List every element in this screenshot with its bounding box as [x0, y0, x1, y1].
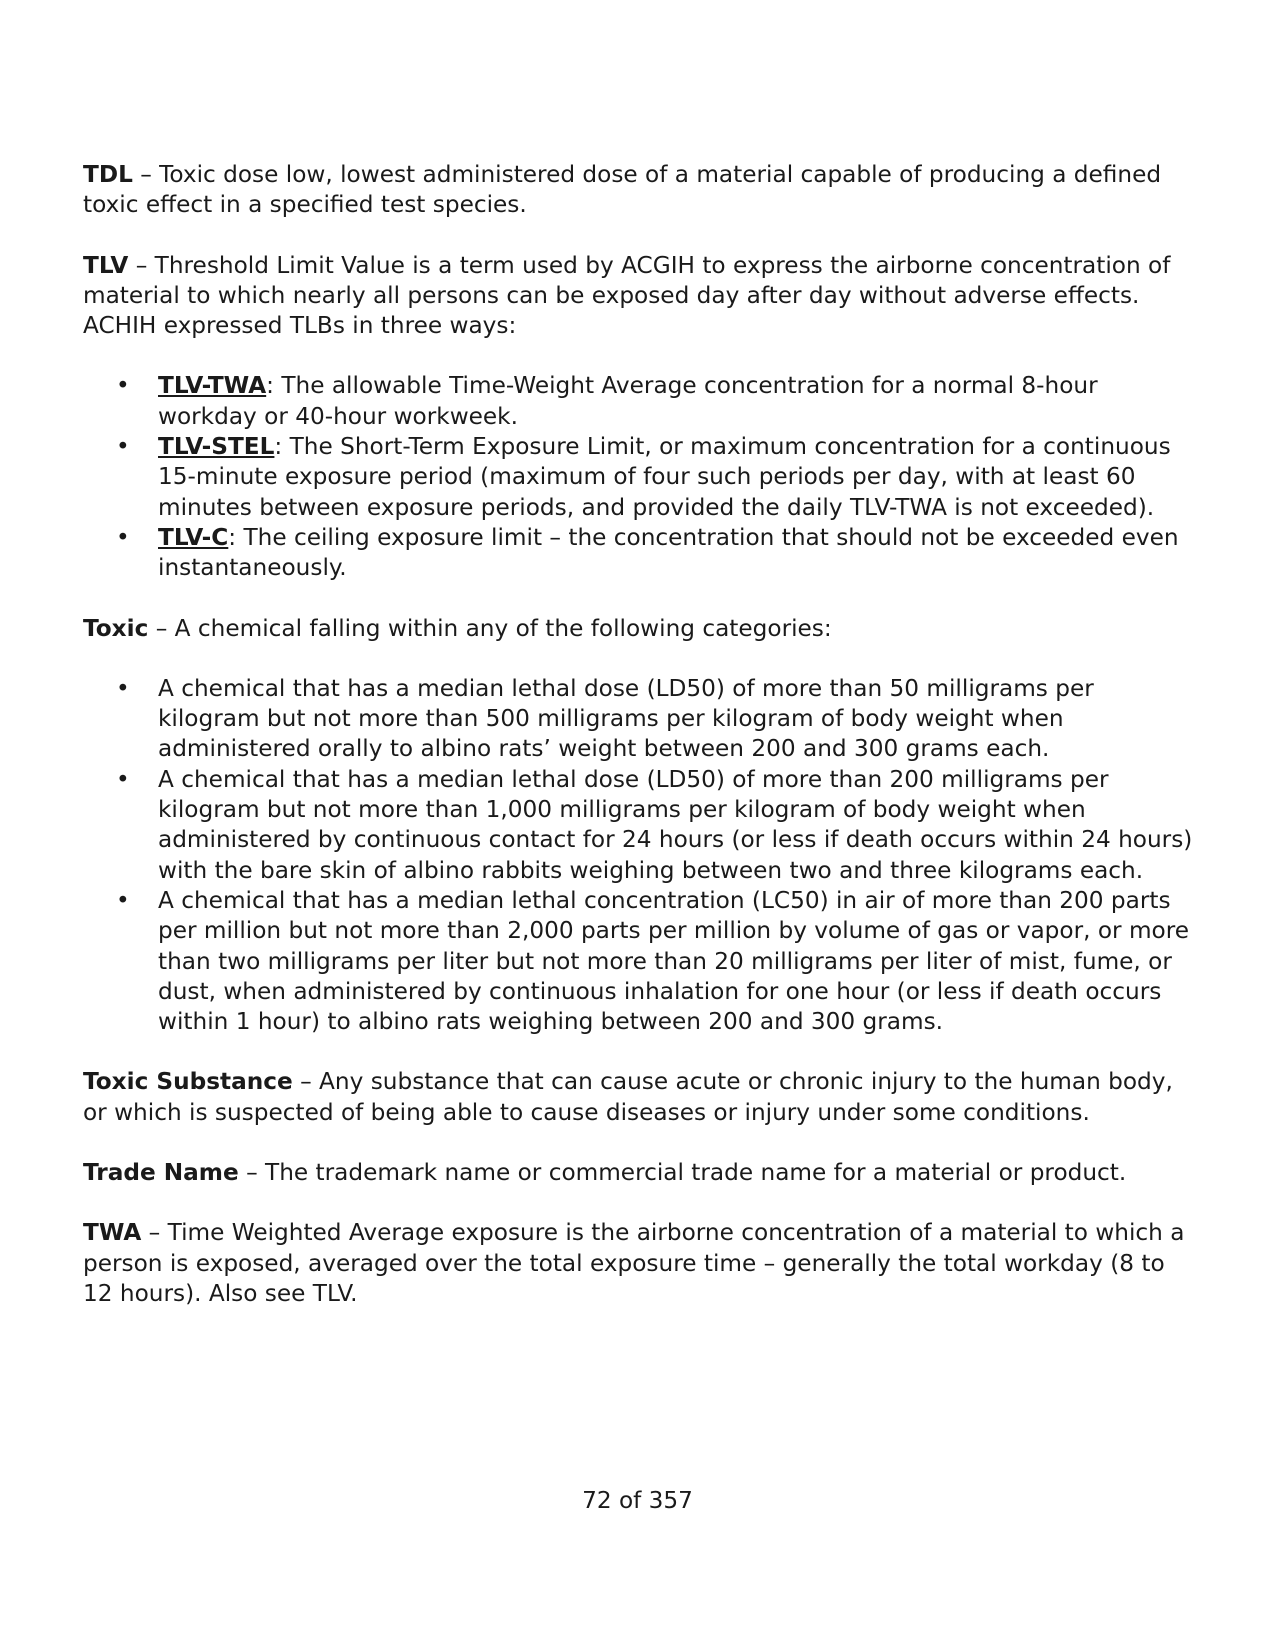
list-item-tlv-c — [83, 523, 1193, 584]
term-trade-name: Trade Name — [83, 1159, 239, 1187]
subterm-tlv-c: TLV-C — [158, 523, 229, 551]
definition-toxic-substance: – Any substance that can cause acute or chronic injury to the human body, or which is suspected of being able to cause diseases or injury under some conditions. — [83, 1068, 1173, 1126]
glossary-entry-toxic — [83, 614, 1193, 644]
list-item-toxic-oral: • A chemical that has a median lethal dose (LD50) of more than 50 milligrams per kilogram but not more than 500 milligrams per kilogram of body weight when administered orally to albino rats’ weight between 200 and 300 grams each. — [83, 674, 1193, 765]
term-toxic: Toxic — [83, 614, 149, 642]
glossary-entry-tlv — [83, 251, 1193, 342]
definition-tdl: – Toxic dose low, lowest administered dose of a material capable of producing a defined toxic effect in a specified test species. — [83, 161, 1162, 219]
glossary-entry-tdl — [83, 160, 1193, 221]
term-toxic-substance: Toxic Substance — [83, 1068, 293, 1096]
list-item-tlv-stel — [83, 432, 1193, 523]
toxic-categories-list — [83, 674, 1193, 1038]
term-tdl: TDL — [83, 161, 133, 188]
tlv-types-list — [83, 371, 1193, 583]
glossary-entry-trade-name — [83, 1158, 1193, 1188]
subterm-text-tlv-c: : The ceiling exposure limit – the concentration that should not be exceeded even instantaneously. — [158, 523, 1179, 582]
term-twa: TWA — [83, 1219, 142, 1247]
definition-trade-name: – The trademark name or commercial trade name for a material or product. — [238, 1159, 1127, 1187]
glossary-entry-toxic-substance — [83, 1067, 1193, 1128]
list-item-toxic-dermal: • A chemical that has a median lethal dose (LD50) of more than 200 milligrams per kilogram but not more than 1,000 milligrams per kilogram of body weight when administered by continuous contact for 24 hours (or less if death occurs within 24 hours) with the bare skin of albino rabbits weighing between two and three kilograms each. — [83, 765, 1193, 886]
term-tlv: TLV — [83, 251, 129, 279]
subterm-tlv-twa: TLV-TWA — [158, 372, 267, 400]
definition-toxic: – A chemical falling within any of the following categories: — [148, 614, 832, 642]
list-item-tlv-twa — [83, 371, 1193, 432]
definition-twa: – Time Weighted Average exposure is the airborne concentration of a material to which a person is exposed, averaged over the total exposure time – generally the total workday (8 to 12 hours). Also see TLV. — [83, 1219, 1185, 1307]
page-number: 72 of 357 — [582, 1487, 693, 1514]
glossary-content — [83, 160, 1193, 1339]
glossary-entry-twa — [83, 1218, 1193, 1309]
subterm-text-tlv-stel: : The Short-Term Exposure Limit, or maximum concentration for a continuous 15-minute exposure period (maximum of four such periods per day, with at least 60 minutes between exposure periods, and provided the daily TLV-TWA is not exceeded). — [158, 433, 1171, 521]
definition-tlv: – Threshold Limit Value is a term used by ACGIH to express the airborne concentration of material to which nearly all persons can be exposed day after day without adverse effects. ACHIH expressed TLBs in three ways: — [83, 251, 1171, 340]
subterm-text-tlv-twa: : The allowable Time-Weight Average concentration for a normal 8-hour workday or 40-hour workweek. — [158, 372, 1098, 430]
list-item-toxic-inhalation: • A chemical that has a median lethal concentration (LC50) in air of more than 200 parts per million but not more than 2,000 parts per million by volume of gas or vapor, or more than two milligrams per liter but not more than 20 milligrams per liter of mist, fume, or dust, when administered by continuous inhalation for one hour (or less if death occurs within 1 hour) to albino rats weighing between 200 and 300 grams. — [83, 886, 1193, 1037]
subterm-tlv-stel: TLV-STEL — [158, 433, 275, 461]
